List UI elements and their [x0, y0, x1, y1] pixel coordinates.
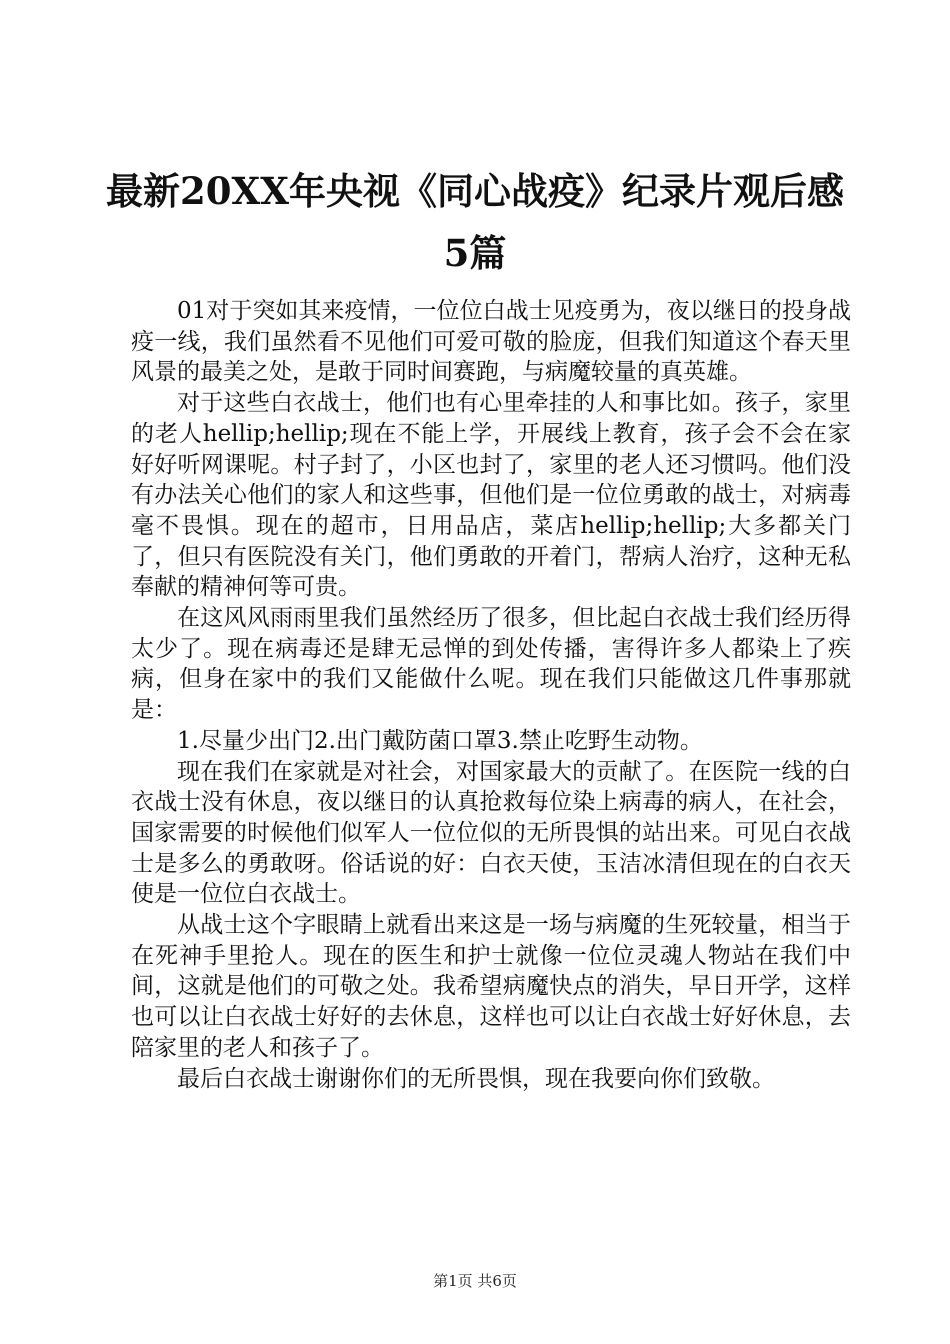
paragraph-1: 01对于突如其来疫情，一位位白战士见疫勇为，夜以继日的投身战疫一线，我们虽然看不见他们可爱可敬的脸庞，但我们知道这个春天里风景的最美之处，是敢于同时间赛跑，与病魔较量的真英雄。: [131, 298, 851, 386]
document-title: 最新20XX年央视《同心战疫》纪录片观后感5篇: [106, 169, 844, 275]
page-footer: 第1页 共6页: [433, 1272, 517, 1290]
paragraph-2: 对于这些白衣战士，他们也有心里牵挂的人和事比如。孩子，家里的老人hellip;hellip;现在不能上学，开展线上教育，孩子会不会在家好好听网课呢。村子封了，小区也封了，家里的老人还习惯吗。他们没有办法关心他们的家人和这些事，但他们是一位位勇敢的战士，对病毒毫不畏惧。现在的超市，日用品店，菜店hellip;hellip;大多都关门了，但只有医院没有关门，他们勇敢的开着门，帮病人治疗，这种无私奉献的精神何等可贵。: [131, 390, 851, 601]
paragraph-3: 在这风风雨雨里我们虽然经历了很多，但比起白衣战士我们经历得太少了。现在病毒还是肆无忌惮的到处传播，害得许多人都染上了疾病，但身在家中的我们又能做什么呢。现在我们只能做这几件事那就是：: [131, 605, 851, 724]
paragraph-4-list: 1.尽量少出门2.出门戴防菌口罩3.禁止吃野生动物。: [177, 727, 703, 754]
paragraph-6: 从战士这个字眼睛上就看出来这是一场与病魔的生死较量，相当于在死神手里抢人。现在的医生和护士就像一位位灵魂人物站在我们中间，这就是他们的可敬之处。我希望病魔快点的消失，早日开学，这样也可以让白衣战士好好的去休息，这样也可以让白衣战士好好休息，去陪家里的老人和孩子了。: [131, 912, 851, 1061]
paragraph-7: 最后白衣战士谢谢你们的无所畏惧，现在我要向你们致敬。: [177, 1065, 775, 1092]
document-body: [131, 296, 851, 1094]
paragraph-5: 现在我们在家就是对社会，对国家最大的贡献了。在医院一线的白衣战士没有休息，夜以继日的认真抢救每位染上病毒的病人，在社会，国家需要的时候他们似军人一位位似的无所畏惧的站出来。可见白衣战士是多么的勇敢呀。俗话说的好：白衣天使，玉洁冰清但现在的白衣天使是一位位白衣战士。: [131, 758, 851, 908]
